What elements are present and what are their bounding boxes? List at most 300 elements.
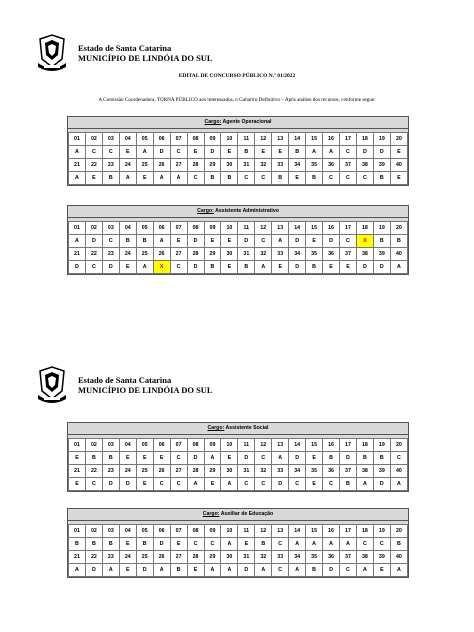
answer-cell: A	[221, 564, 238, 577]
question-number-cell: 35	[306, 551, 323, 564]
cargo-prefix: Cargo:	[204, 119, 222, 125]
answer-cell: D	[289, 261, 306, 274]
question-number-cell: 05	[136, 133, 153, 146]
answer-cell: E	[238, 538, 255, 551]
question-number-cell: 27	[170, 159, 187, 172]
question-number-cell: 19	[373, 133, 390, 146]
answer-cell: B	[136, 235, 153, 248]
answer-cell: C	[255, 172, 272, 185]
answer-cell: E	[272, 146, 289, 159]
answer-table	[68, 438, 408, 491]
question-number-cell: 24	[119, 465, 136, 478]
question-number-cell: 27	[170, 248, 187, 261]
question-number-row	[69, 133, 408, 146]
question-number-cell: 22	[85, 465, 102, 478]
answer-cell: D	[289, 235, 306, 248]
answer-cell: B	[136, 538, 153, 551]
question-number-cell: 26	[153, 248, 170, 261]
answer-cell: C	[373, 538, 390, 551]
question-number-cell: 11	[238, 439, 255, 452]
question-number-cell: 02	[85, 439, 102, 452]
answer-cell: D	[356, 146, 373, 159]
question-number-cell: 16	[323, 133, 340, 146]
question-number-cell: 11	[238, 525, 255, 538]
answer-cell: E	[136, 172, 153, 185]
answer-cell: X	[153, 261, 170, 274]
answer-cell: E	[272, 261, 289, 274]
question-number-cell: 36	[323, 159, 340, 172]
answer-cell: B	[373, 452, 390, 465]
question-number-cell: 35	[306, 248, 323, 261]
question-number-cell: 18	[356, 439, 373, 452]
question-number-cell: 22	[85, 159, 102, 172]
question-number-cell: 09	[204, 439, 221, 452]
question-number-cell: 25	[136, 159, 153, 172]
question-number-cell: 29	[204, 465, 221, 478]
answer-cell: B	[119, 235, 136, 248]
question-number-cell: 04	[119, 222, 136, 235]
question-number-cell: 38	[356, 465, 373, 478]
city-name: MUNICÍPIO DE LINDÓIA DO SUL	[78, 385, 213, 395]
answer-cell: C	[289, 478, 306, 491]
question-number-cell: 40	[390, 465, 407, 478]
answer-cell: D	[119, 478, 136, 491]
answer-cell: D	[272, 478, 289, 491]
answer-cell: D	[102, 478, 119, 491]
question-number-cell: 21	[69, 159, 86, 172]
answer-cell: E	[221, 146, 238, 159]
answer-cell: C	[238, 172, 255, 185]
question-number-cell: 04	[119, 133, 136, 146]
question-number-cell: 33	[272, 159, 289, 172]
question-number-cell: 31	[238, 248, 255, 261]
answer-cell: A	[323, 538, 340, 551]
question-number-cell: 19	[373, 222, 390, 235]
answer-row	[69, 146, 408, 159]
answer-cell: B	[272, 172, 289, 185]
answer-cell: C	[272, 564, 289, 577]
question-number-cell: 09	[204, 222, 221, 235]
question-number-cell: 01	[69, 133, 86, 146]
answer-cell: C	[238, 478, 255, 491]
question-number-cell: 14	[289, 525, 306, 538]
question-number-cell: 32	[255, 465, 272, 478]
question-number-cell: 01	[69, 525, 86, 538]
answer-cell: A	[340, 538, 357, 551]
answer-cell: B	[102, 172, 119, 185]
answer-cell: A	[136, 261, 153, 274]
question-number-cell: 02	[85, 525, 102, 538]
answer-cell: C	[255, 452, 272, 465]
answer-cell: E	[85, 172, 102, 185]
answer-cell: A	[153, 564, 170, 577]
answer-row	[69, 235, 408, 248]
state-name: Estado de Santa Catarina	[78, 375, 172, 385]
answer-cell: B	[204, 172, 221, 185]
answer-cell: C	[323, 478, 340, 491]
question-number-cell: 06	[153, 525, 170, 538]
question-number-cell: 36	[323, 551, 340, 564]
question-number-row	[69, 159, 408, 172]
answer-cell: D	[340, 452, 357, 465]
question-number-cell: 15	[306, 222, 323, 235]
answer-cell: B	[102, 538, 119, 551]
answer-cell: A	[306, 538, 323, 551]
question-number-cell: 38	[356, 551, 373, 564]
question-number-cell: 06	[153, 222, 170, 235]
answer-block-assistente-administrativo	[67, 205, 409, 275]
answer-cell: C	[323, 172, 340, 185]
answer-cell: E	[187, 564, 204, 577]
question-number-cell: 11	[238, 133, 255, 146]
question-number-cell: 38	[356, 248, 373, 261]
intro-text: A Comissão Coordenadora, TORNA PÚBLICO aos interessados, o Gabarito Definitivo – Após análise dos recursos, conforme segue:	[98, 97, 376, 103]
answer-cell: C	[187, 538, 204, 551]
answer-cell: D	[323, 235, 340, 248]
answer-cell: B	[306, 261, 323, 274]
question-number-cell: 25	[136, 551, 153, 564]
question-number-cell: 29	[204, 159, 221, 172]
answer-cell: E	[136, 452, 153, 465]
question-number-cell: 15	[306, 133, 323, 146]
question-number-cell: 08	[187, 133, 204, 146]
question-number-cell: 01	[69, 439, 86, 452]
question-number-cell: 34	[289, 248, 306, 261]
question-number-cell: 11	[238, 222, 255, 235]
question-number-cell: 35	[306, 159, 323, 172]
answer-cell: E	[323, 261, 340, 274]
question-number-cell: 16	[323, 525, 340, 538]
answer-row	[69, 452, 408, 465]
answer-cell: B	[373, 235, 390, 248]
answer-cell: A	[289, 538, 306, 551]
question-number-cell: 24	[119, 551, 136, 564]
state-name: Estado de Santa Catarina	[78, 43, 172, 53]
answer-cell: E	[119, 146, 136, 159]
answer-cell: D	[153, 146, 170, 159]
question-number-cell: 05	[136, 439, 153, 452]
question-number-cell: 33	[272, 465, 289, 478]
answer-cell: C	[340, 564, 357, 577]
question-number-cell: 36	[323, 465, 340, 478]
question-number-cell: 23	[102, 159, 119, 172]
question-number-cell: 19	[373, 525, 390, 538]
question-number-cell: 14	[289, 439, 306, 452]
cargo-prefix: Cargo:	[197, 208, 214, 214]
question-number-cell: 14	[289, 133, 306, 146]
answer-cell: E	[390, 172, 407, 185]
answer-cell: C	[204, 538, 221, 551]
question-number-cell: 02	[85, 133, 102, 146]
answer-cell: E	[119, 261, 136, 274]
answer-cell: B	[238, 146, 255, 159]
question-number-cell: 28	[187, 248, 204, 261]
answer-block-auxiliar-de-educacao	[67, 508, 409, 578]
answer-cell: B	[85, 452, 102, 465]
answer-cell: B	[306, 564, 323, 577]
question-number-cell: 14	[289, 222, 306, 235]
answer-cell: A	[390, 478, 407, 491]
answer-cell: C	[340, 146, 357, 159]
answer-cell: D	[373, 146, 390, 159]
answer-cell: A	[390, 564, 407, 577]
answer-cell: B	[69, 538, 86, 551]
question-number-row	[69, 248, 408, 261]
answer-cell: D	[187, 452, 204, 465]
question-number-cell: 06	[153, 439, 170, 452]
answer-cell: A	[153, 172, 170, 185]
question-number-cell: 31	[238, 551, 255, 564]
question-number-cell: 15	[306, 525, 323, 538]
question-number-cell: 22	[85, 551, 102, 564]
question-number-cell: 04	[119, 525, 136, 538]
question-number-cell: 32	[255, 551, 272, 564]
answer-cell: A	[272, 452, 289, 465]
answer-cell: D	[187, 261, 204, 274]
answer-cell: A	[323, 146, 340, 159]
answer-cell: D	[238, 235, 255, 248]
question-number-cell: 23	[102, 248, 119, 261]
answer-cell: A	[289, 564, 306, 577]
answer-cell: D	[85, 235, 102, 248]
page-header-2	[36, 365, 213, 405]
answer-cell: C	[187, 172, 204, 185]
answer-cell: D	[69, 261, 86, 274]
question-number-cell: 16	[323, 222, 340, 235]
answer-cell: C	[340, 172, 357, 185]
question-number-cell: 20	[390, 133, 407, 146]
question-number-cell: 12	[255, 133, 272, 146]
answer-cell: B	[85, 538, 102, 551]
question-number-cell: 12	[255, 525, 272, 538]
edital-title: EDITAL DE CONCURSO PÚBLICO N.º 01/2022	[178, 73, 296, 79]
question-number-cell: 05	[136, 525, 153, 538]
question-number-row	[69, 551, 408, 564]
answer-cell: A	[356, 478, 373, 491]
question-number-cell: 30	[221, 551, 238, 564]
question-number-cell: 06	[153, 133, 170, 146]
question-number-cell: 31	[238, 159, 255, 172]
answer-table	[68, 524, 408, 577]
answer-cell: B	[356, 452, 373, 465]
question-number-cell: 08	[187, 222, 204, 235]
answer-cell: E	[204, 478, 221, 491]
question-number-cell: 07	[170, 439, 187, 452]
question-number-cell: 38	[356, 159, 373, 172]
question-number-cell: 33	[272, 551, 289, 564]
answer-cell: D	[238, 564, 255, 577]
answer-cell: E	[306, 452, 323, 465]
question-number-cell: 27	[170, 465, 187, 478]
question-number-cell: 34	[289, 551, 306, 564]
question-number-cell: 30	[221, 248, 238, 261]
question-number-cell: 39	[373, 465, 390, 478]
question-number-cell: 22	[85, 248, 102, 261]
question-number-row	[69, 222, 408, 235]
question-number-cell: 34	[289, 465, 306, 478]
answer-cell: C	[356, 172, 373, 185]
question-number-cell: 40	[390, 159, 407, 172]
question-number-cell: 10	[221, 222, 238, 235]
answer-cell: B	[289, 146, 306, 159]
answer-row	[69, 172, 408, 185]
question-number-cell: 26	[153, 465, 170, 478]
question-number-cell: 25	[136, 248, 153, 261]
answer-cell: E	[153, 452, 170, 465]
question-number-cell: 39	[373, 248, 390, 261]
answer-cell: B	[306, 172, 323, 185]
question-number-cell: 10	[221, 439, 238, 452]
question-number-cell: 20	[390, 525, 407, 538]
question-number-cell: 37	[340, 465, 357, 478]
answer-table	[68, 132, 408, 185]
question-number-cell: 23	[102, 465, 119, 478]
answer-cell: A	[119, 172, 136, 185]
answer-cell: A	[255, 261, 272, 274]
answer-row	[69, 261, 408, 274]
question-number-cell: 15	[306, 439, 323, 452]
answer-cell: A	[69, 235, 86, 248]
answer-cell: C	[85, 261, 102, 274]
answer-row	[69, 564, 408, 577]
question-number-cell: 29	[204, 248, 221, 261]
answer-cell: E	[373, 564, 390, 577]
answer-cell: E	[69, 452, 86, 465]
answer-cell: C	[153, 478, 170, 491]
answer-cell: A	[221, 538, 238, 551]
answer-cell: B	[340, 478, 357, 491]
question-number-cell: 37	[340, 248, 357, 261]
answer-cell: D	[85, 564, 102, 577]
question-number-cell: 32	[255, 248, 272, 261]
question-number-cell: 08	[187, 439, 204, 452]
answer-cell: A	[153, 235, 170, 248]
question-number-cell: 01	[69, 222, 86, 235]
question-number-cell: 13	[272, 222, 289, 235]
answer-cell: B	[221, 172, 238, 185]
question-number-cell: 33	[272, 248, 289, 261]
answer-cell: C	[356, 538, 373, 551]
question-number-cell: 34	[289, 159, 306, 172]
answer-cell: E	[221, 235, 238, 248]
question-number-cell: 30	[221, 159, 238, 172]
answer-cell: E	[221, 261, 238, 274]
question-number-row	[69, 525, 408, 538]
question-number-cell: 36	[323, 248, 340, 261]
answer-cell: E	[306, 478, 323, 491]
answer-cell: C	[170, 478, 187, 491]
answer-cell: D	[153, 538, 170, 551]
question-number-cell: 20	[390, 439, 407, 452]
question-number-cell: 29	[204, 551, 221, 564]
question-number-cell: 28	[187, 159, 204, 172]
cargo-prefix: Cargo:	[207, 425, 225, 431]
question-number-cell: 17	[340, 525, 357, 538]
answer-cell: C	[170, 146, 187, 159]
question-number-cell: 28	[187, 465, 204, 478]
question-number-cell: 26	[153, 159, 170, 172]
question-number-cell: 31	[238, 465, 255, 478]
answer-cell: A	[102, 564, 119, 577]
answer-cell: E	[69, 478, 86, 491]
answer-cell: C	[340, 235, 357, 248]
question-number-cell: 28	[187, 551, 204, 564]
cargo-name: Auxiliar de Educação	[220, 511, 274, 517]
question-number-cell: 27	[170, 551, 187, 564]
question-number-cell: 10	[221, 525, 238, 538]
question-number-cell: 12	[255, 222, 272, 235]
question-number-cell: 13	[272, 525, 289, 538]
answer-cell: A	[204, 452, 221, 465]
question-number-cell: 18	[356, 222, 373, 235]
question-number-cell: 08	[187, 525, 204, 538]
question-number-cell: 17	[340, 439, 357, 452]
answer-cell: C	[85, 146, 102, 159]
answer-cell: E	[221, 452, 238, 465]
question-number-cell: 18	[356, 133, 373, 146]
answer-row	[69, 538, 408, 551]
question-number-cell: 40	[390, 551, 407, 564]
answer-row	[69, 478, 408, 491]
question-number-cell: 21	[69, 248, 86, 261]
answer-cell: A	[170, 172, 187, 185]
answer-cell: A	[356, 564, 373, 577]
question-number-cell: 30	[221, 465, 238, 478]
answer-cell: B	[170, 564, 187, 577]
answer-cell: X	[356, 235, 373, 248]
question-number-row	[69, 465, 408, 478]
answer-cell: E	[340, 261, 357, 274]
question-number-cell: 26	[153, 551, 170, 564]
question-number-cell: 03	[102, 133, 119, 146]
answer-cell: D	[289, 452, 306, 465]
question-number-cell: 19	[373, 439, 390, 452]
answer-cell: A	[69, 146, 86, 159]
answer-cell: D	[373, 478, 390, 491]
question-number-cell: 32	[255, 159, 272, 172]
question-number-cell: 21	[69, 465, 86, 478]
city-name: MUNICÍPIO DE LINDÓIA DO SUL	[78, 53, 213, 63]
answer-cell: E	[119, 564, 136, 577]
question-number-cell: 12	[255, 439, 272, 452]
answer-cell: E	[289, 172, 306, 185]
question-number-cell: 23	[102, 551, 119, 564]
question-number-cell: 18	[356, 525, 373, 538]
question-number-cell: 37	[340, 159, 357, 172]
question-number-cell: 39	[373, 159, 390, 172]
answer-cell: C	[272, 538, 289, 551]
question-number-cell: 02	[85, 222, 102, 235]
answer-cell: E	[136, 478, 153, 491]
question-number-cell: 10	[221, 133, 238, 146]
answer-cell: D	[187, 235, 204, 248]
answer-cell: C	[390, 452, 407, 465]
answer-cell: D	[323, 564, 340, 577]
answer-cell: C	[102, 146, 119, 159]
answer-cell: C	[255, 478, 272, 491]
answer-cell: E	[306, 235, 323, 248]
question-number-cell: 07	[170, 222, 187, 235]
coat-of-arms-icon	[36, 33, 68, 73]
answer-cell: B	[238, 261, 255, 274]
answer-cell: C	[102, 235, 119, 248]
answer-cell: A	[136, 146, 153, 159]
answer-cell: E	[390, 146, 407, 159]
answer-table	[68, 221, 408, 274]
answer-block-agente-operacional	[67, 116, 409, 186]
coat-of-arms-icon	[36, 365, 68, 405]
question-number-cell: 09	[204, 525, 221, 538]
